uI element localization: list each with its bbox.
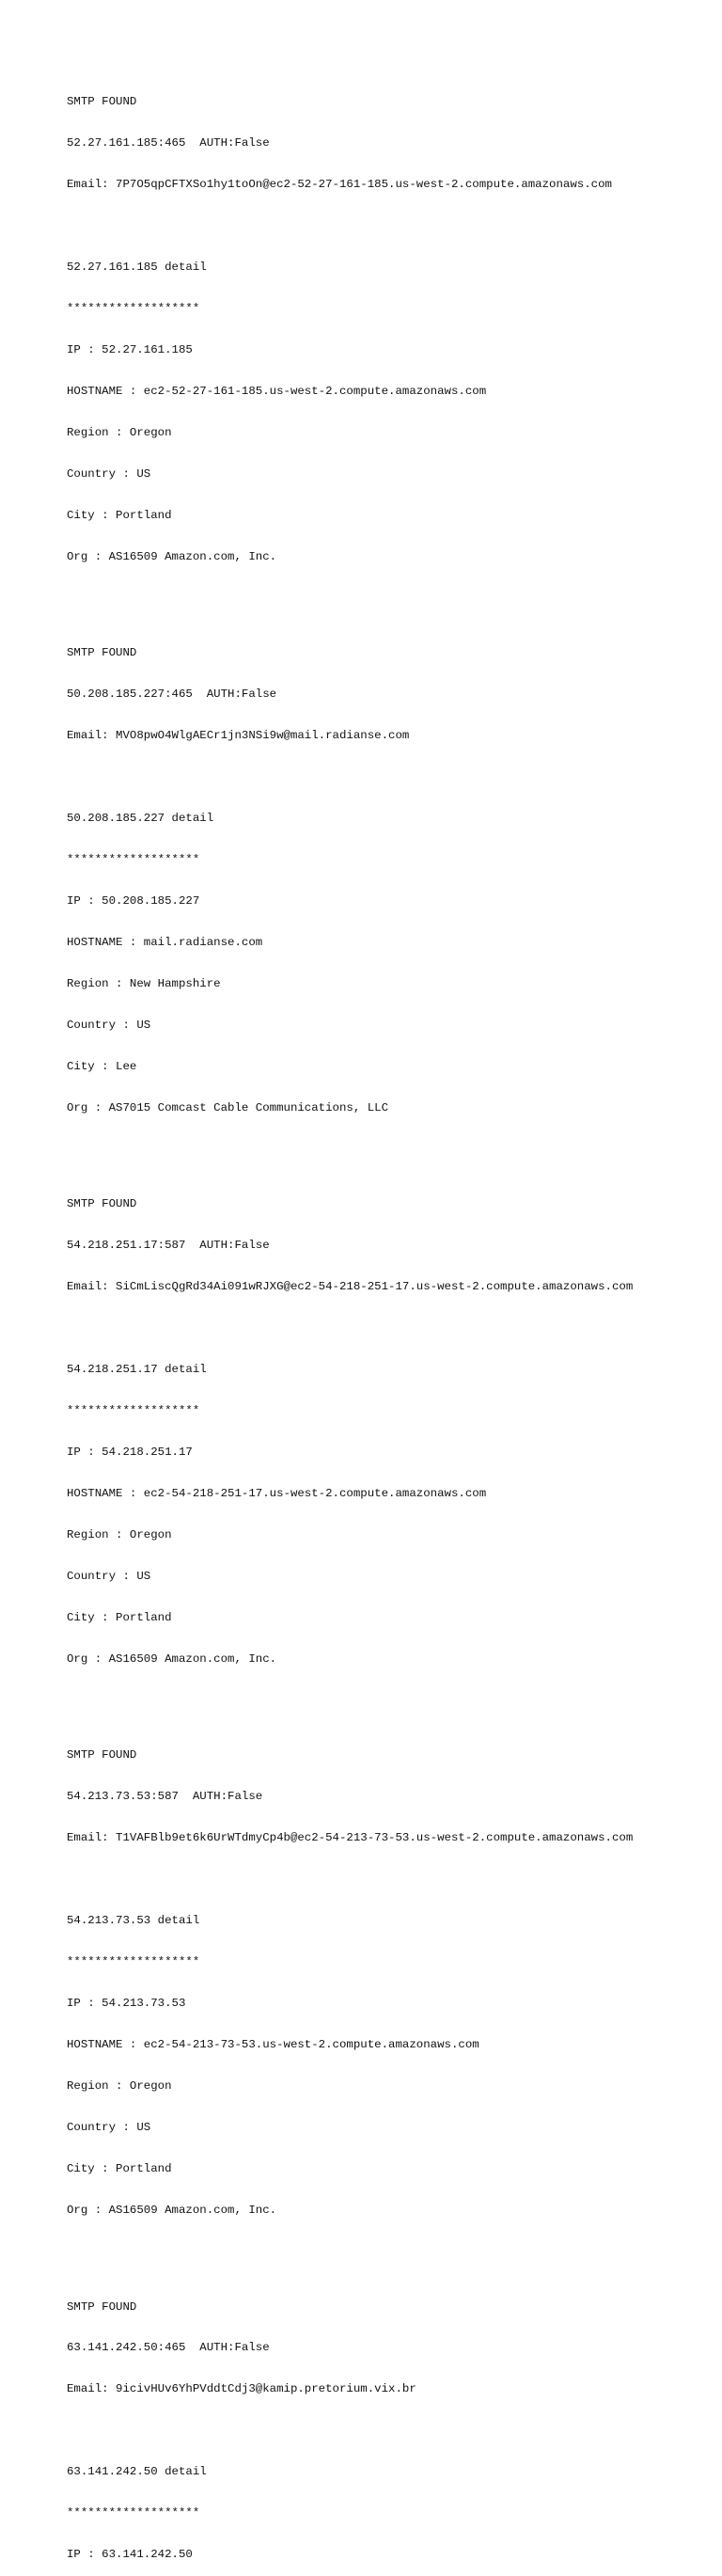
blank-line [67, 1873, 633, 1887]
detail-hostname: HOSTNAME : ec2-54-218-251-17.us-west-2.compute.amazonaws.com [67, 1487, 487, 1501]
smtp-host-port-auth: 50.208.185.227:465 AUTH:False [67, 687, 277, 702]
detail-hostname: HOSTNAME : mail.radianse.com [67, 936, 263, 950]
detail-separator: ******************* [67, 1955, 200, 1969]
smtp-email: Email: 9icivHUv6YhPVddtCdj3@kamip.pretorium.vix.br [67, 2382, 416, 2396]
detail-heading: 54.213.73.53 detail [67, 1914, 200, 1928]
detail-ip: IP : 50.208.185.227 [67, 894, 200, 909]
detail-ip: IP : 63.141.242.50 [67, 2548, 193, 2562]
smtp-email: Email: MVO8pwO4WlgAECr1jn3NSi9w@mail.radianse.com [67, 729, 410, 743]
smtp-host-port-auth: 63.141.242.50:465 AUTH:False [67, 2341, 270, 2355]
smtp-host-port-auth: 52.27.161.185:465 AUTH:False [67, 136, 270, 150]
smtp-found-heading: SMTP FOUND [67, 95, 137, 109]
smtp-found-heading: SMTP FOUND [67, 1197, 137, 1211]
detail-heading: 63.141.242.50 detail [67, 2465, 207, 2479]
detail-ip: IP : 52.27.161.185 [67, 343, 193, 357]
blank-line [67, 592, 633, 606]
smtp-email: Email: T1VAFBlb9et6k6UrWTdmyCp4b@ec2-54-213-73-53.us-west-2.compute.amazonaws.com [67, 1831, 634, 1845]
blank-line [67, 770, 633, 784]
detail-org: Org : AS16509 Amazon.com, Inc. [67, 1651, 277, 1666]
smtp-host-port-auth: 54.213.73.53:587 AUTH:False [67, 1790, 263, 1804]
detail-heading: 52.27.161.185 detail [67, 261, 207, 275]
detail-ip: IP : 54.218.251.17 [67, 1446, 193, 1460]
blank-line [67, 1321, 633, 1335]
detail-region: Region : Oregon [67, 425, 172, 439]
detail-separator: ******************* [67, 853, 200, 867]
detail-country: Country : US [67, 2121, 151, 2135]
smtp-host-port-auth: 54.218.251.17:587 AUTH:False [67, 1239, 270, 1253]
detail-region: Region : Oregon [67, 2079, 172, 2094]
document-text [67, 68, 633, 2576]
detail-city: City : Portland [67, 2161, 172, 2175]
smtp-email: Email: SiCmLiscQgRd34Ai091wRJXG@ec2-54-218-251-17.us-west-2.compute.amazonaws.com [67, 1280, 634, 1294]
detail-hostname: HOSTNAME : ec2-54-213-73-53.us-west-2.compute.amazonaws.com [67, 2038, 479, 2052]
blank-line [67, 2245, 633, 2259]
smtp-found-heading: SMTP FOUND [67, 1748, 137, 1762]
blank-line [67, 2424, 633, 2438]
smtp-email: Email: 7P7O5qpCFTXSo1hy1toOn@ec2-52-27-161-185.us-west-2.compute.amazonaws.com [67, 178, 612, 192]
detail-country: Country : US [67, 1018, 151, 1032]
detail-org: Org : AS16509 Amazon.com, Inc. [67, 549, 277, 563]
detail-region: Region : Oregon [67, 1528, 172, 1542]
detail-separator: ******************* [67, 2506, 200, 2521]
detail-heading: 54.218.251.17 detail [67, 1363, 207, 1377]
detail-separator: ******************* [67, 302, 200, 316]
detail-org: Org : AS16509 Amazon.com, Inc. [67, 2203, 277, 2217]
detail-separator: ******************* [67, 1404, 200, 1418]
smtp-found-heading: SMTP FOUND [67, 2299, 137, 2314]
detail-region: Region : New Hampshire [67, 976, 221, 990]
detail-org: Org : AS7015 Comcast Cable Communications, LLC [67, 1100, 389, 1114]
detail-city: City : Lee [67, 1059, 137, 1073]
detail-city: City : Portland [67, 1610, 172, 1624]
detail-country: Country : US [67, 466, 151, 481]
detail-heading: 50.208.185.227 detail [67, 812, 214, 826]
blank-line [67, 1143, 633, 1157]
blank-line [67, 1694, 633, 1708]
detail-country: Country : US [67, 1569, 151, 1583]
blank-line [67, 219, 633, 233]
detail-hostname: HOSTNAME : ec2-52-27-161-185.us-west-2.compute.amazonaws.com [67, 384, 487, 398]
detail-ip: IP : 54.213.73.53 [67, 1997, 186, 2011]
smtp-found-heading: SMTP FOUND [67, 646, 137, 660]
detail-city: City : Portland [67, 508, 172, 522]
